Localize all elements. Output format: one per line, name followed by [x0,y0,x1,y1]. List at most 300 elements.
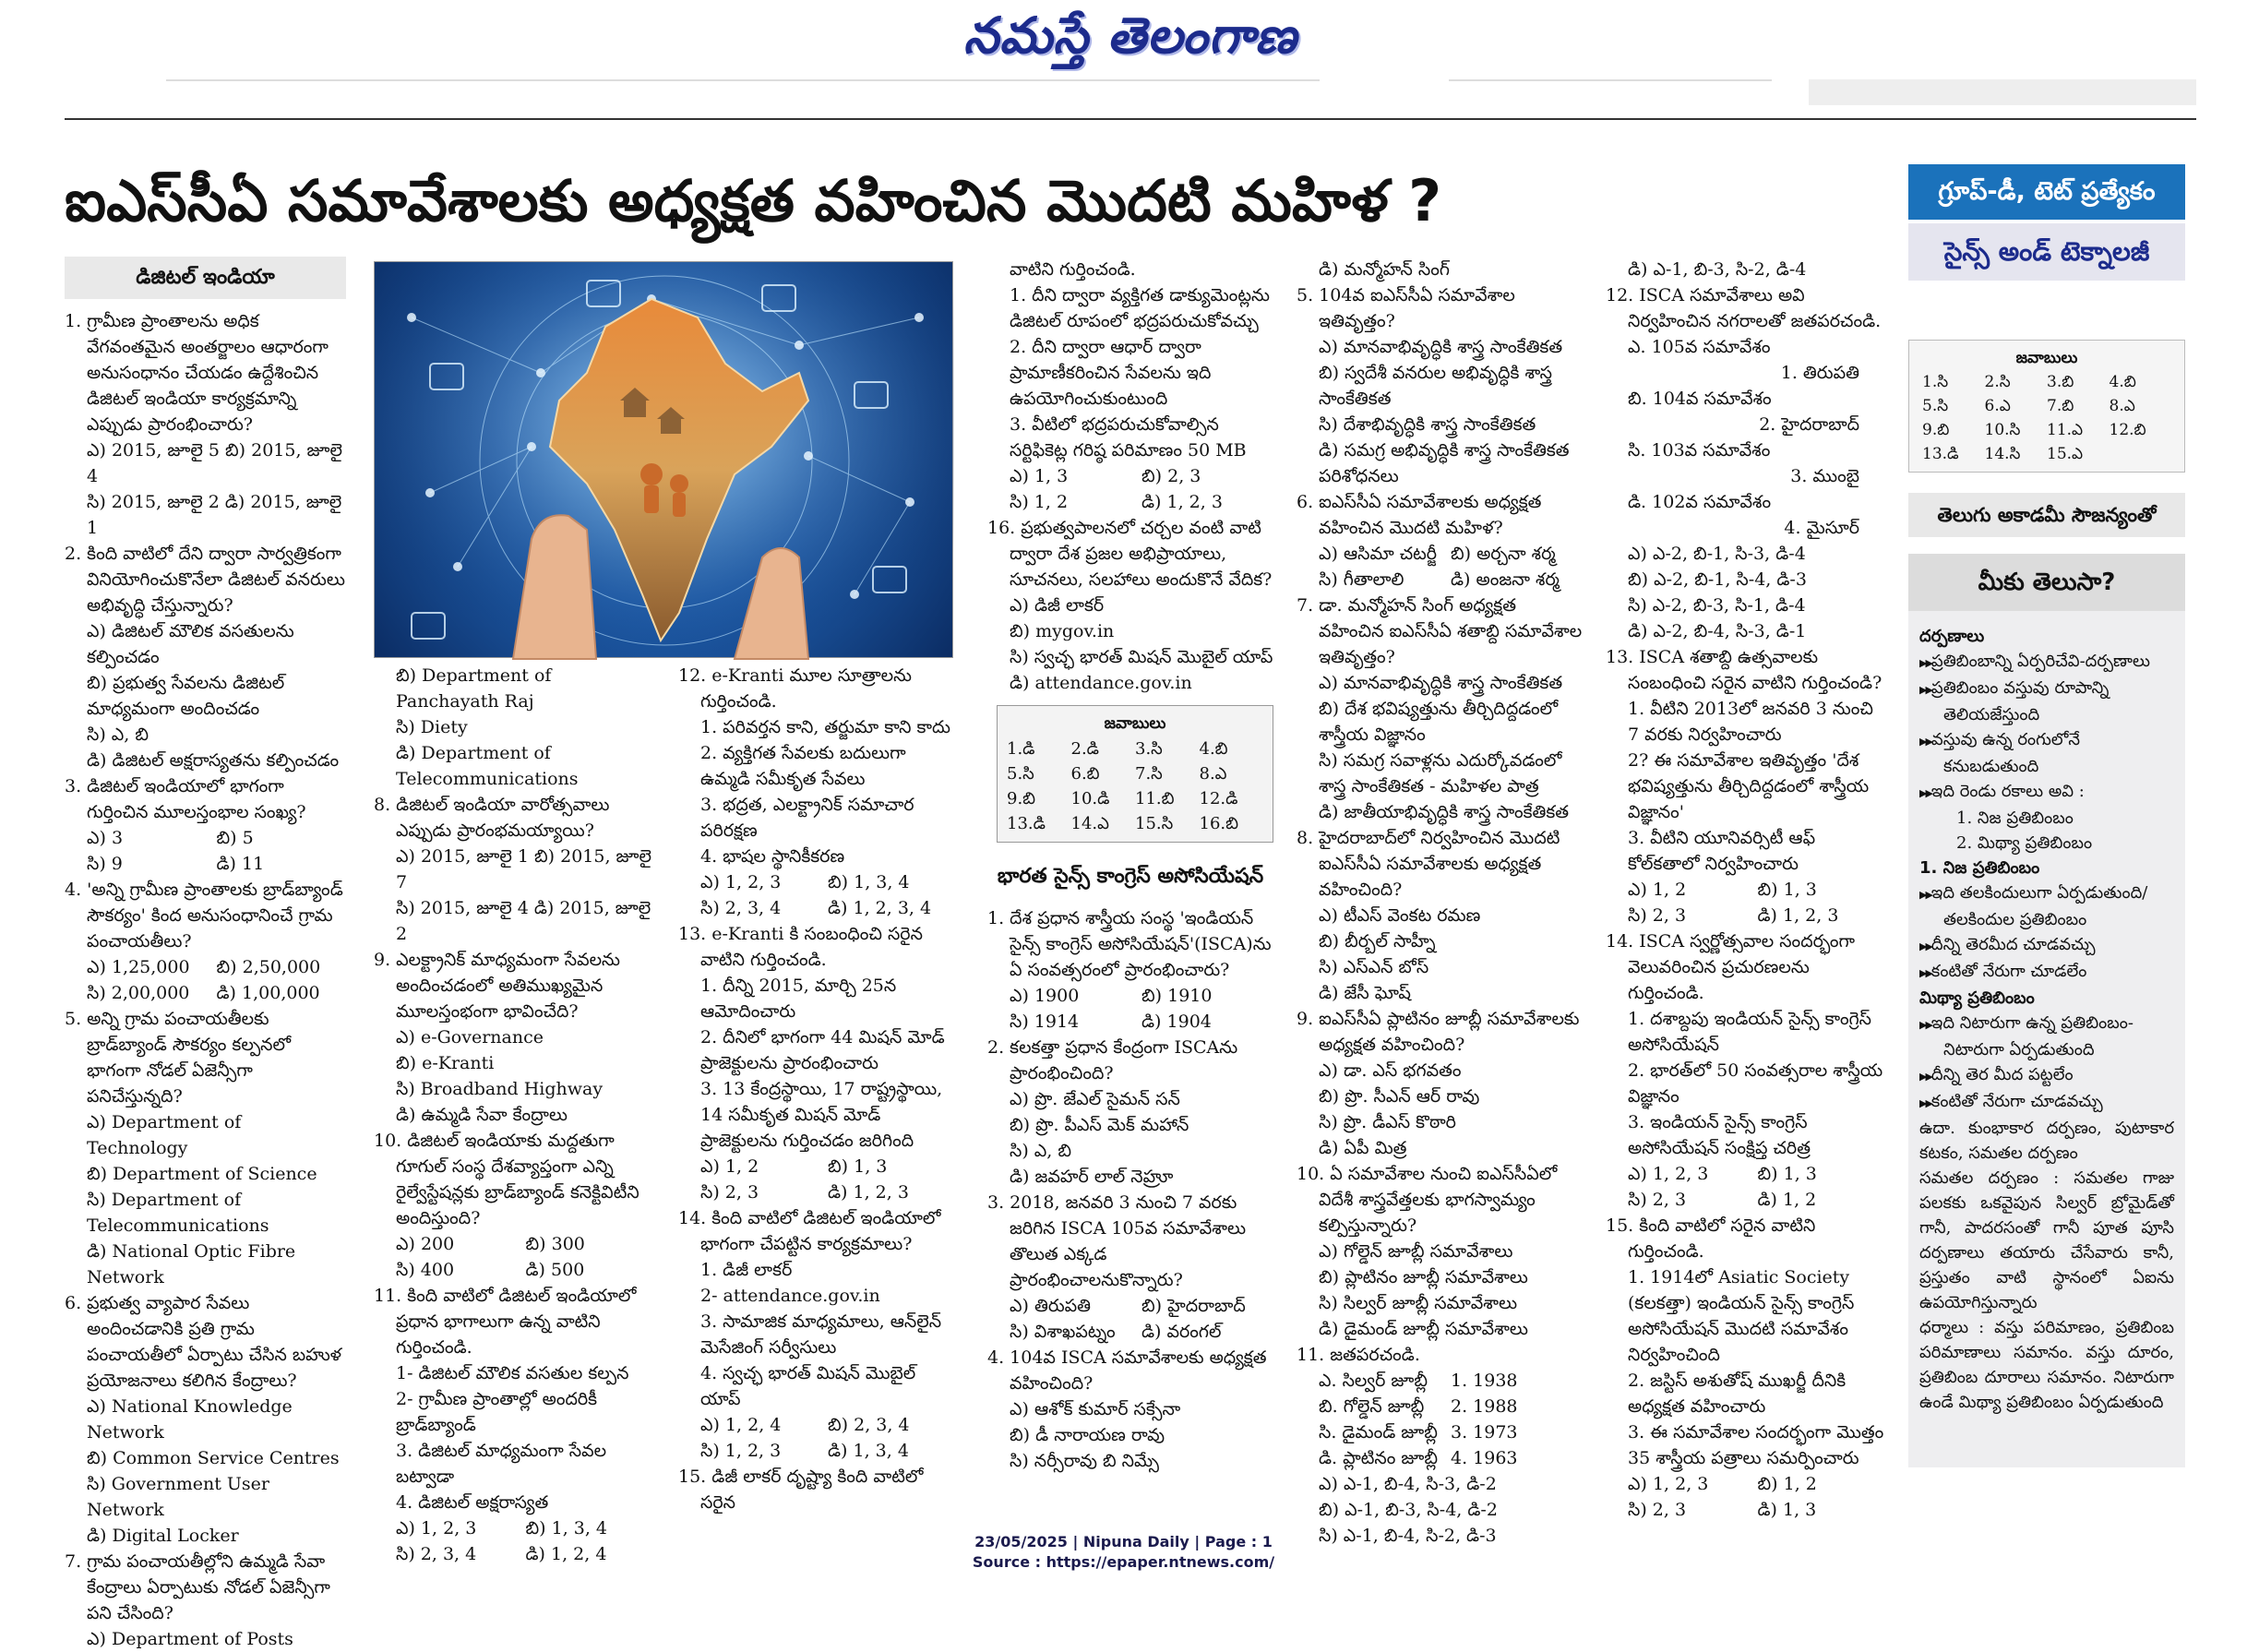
option-text: బి) 2, 3 [1141,466,1201,486]
option-text: 1. పరివర్తన కాని, తర్జుమా కాని కాదు [700,717,950,737]
option-text: 4. 1963 [1451,1448,1518,1468]
answer-item: 8.ఎ [2109,397,2135,415]
option-text: బి) 5 [216,828,254,848]
fact-text: ▶▶ వస్తువు ఉన్న రంగులోనే కనుబడుతుంది [1919,727,2174,779]
option-row [987,1293,1273,1319]
option-text: డి) 1, 2, 3 [828,1182,909,1203]
column-digital-india-2 [374,663,655,1567]
option-row [678,1179,955,1205]
question-text: 4. 'అన్ని గ్రామీణ ప్రాంతాలకు బ్రాడ్‌బ్యాండ్ సౌకర్యం' కింద అనుసంధానించే గ్రామ పంచాయతీలు? [65,880,343,952]
option-text: సి) ఎ, బి [1010,1141,1072,1161]
masthead-divider [1449,79,1772,81]
option-text: డి) మన్మోహన్ సింగ్ [1319,259,1450,280]
question-text: 2. కలకత్తా ప్రధాన కేంద్రంగా ISCAను ప్రారంభించింది? [987,1037,1238,1083]
option-row [678,1154,955,1179]
option-text: బి) 1910 [1141,986,1213,1006]
option-text: సి. డైమండ్ జూబ్లీ [1319,1422,1438,1443]
subject-tag: సైన్స్ అండ్ టెక్నాలజీ [1908,223,2185,281]
option-text: సి) నర్సీరావు బి నిమ్సే [1010,1451,1159,1471]
section-tag: గ్రూప్-డీ, టెట్ ప్రత్యేకం [1908,164,2185,220]
option-text: సి) 2, 3 [1628,905,1687,926]
option-text: ఎ) తిరుపతి [1010,1296,1092,1316]
answer-item: 4.బి [1199,739,1228,759]
option-text: 2. వ్యక్తిగత సేవలకు బదులుగా ఉమ్మడి సమీకృత సేవలు [700,743,906,789]
option-text: ఎ. సిల్వర్ జూబ్లీ [1319,1371,1428,1391]
option-text: 1. తిరుపతి [1780,363,1859,383]
masthead-box [1809,79,2196,105]
option-text: బి) 1, 3 [828,1156,888,1177]
question-text: 4. 104వ ISCA సమావేశాలకు అధ్యక్షత వహించింది? [987,1347,1267,1394]
option-text: 3. సామాజిక మాధ్యమాలు, ఆన్‌లైన్ మెసేజింగ్ సర్వీసులు [700,1311,942,1358]
option-text: బి. 104వ సమావేశం [1628,389,1772,409]
option-text: ఎ) ఎ-1, బి-4, సి-3, డి-2 [1319,1474,1497,1494]
question-text: 6. ఐఎస్‌సీఏ సమావేశాలకు అధ్యక్షత వహించిన మొదటి మహిళ? [1297,492,1542,538]
answer-item: 15.ఎ [2047,445,2084,463]
option-text: బి) 1, 2 [1757,1474,1817,1494]
question-text: 5. 104వ ఐఎస్‌సీఏ సమావేశాల ఇతివృత్తం? [1297,285,1515,331]
option-text: బి) 1, 3, 4 [828,872,910,892]
question-text: 13. e-Kranti కి సంబంధించి సరైన వాటిని గుర్తించండి. [678,924,923,970]
option-text: ఎ) 2015, జూలై 5 బి) 2015, జూలై 4 [87,440,342,486]
option-text: సి) 9 [87,854,123,874]
option-text: 2. హైదరాబాద్ [1759,414,1859,435]
footer-date-line: 23/05/2025 | Nipuna Daily | Page : 1 [974,1533,1273,1550]
fact-text: 1. నిజ ప్రతిబింబం [1956,808,2074,828]
option-text: సి) విశాఖపట్నం [1010,1322,1116,1342]
option-text: బి) 1, 3 [1757,1164,1817,1184]
option-text: ఎ) 1, 2, 3 [396,1518,477,1538]
option-text: బి) Department of Science [87,1164,317,1184]
fact-text: ▶▶ ప్రతిబింబం వస్తువు రూపాన్ని తెలియజేస్తుంది [1919,676,2174,727]
digital-india-illustration [374,261,953,658]
option-text: ఎ) 1, 2 [700,1156,759,1177]
option-row [1606,877,1887,903]
question-text: 8. హైదరాబాద్‌లో నిర్వహించిన మొదటి ఐఎస్‌సీఏ సమావేశాలకు అధ్యక్షత వహించింది? [1297,828,1560,900]
did-you-know-title: మీకు తెలుసా? [1908,554,2185,611]
option-text: సి) Government User Network [87,1474,269,1520]
option-text: 1. దశాబ్దపు ఇండియన్ సైన్స్ కాంగ్రెస్ అసోసియేషన్ [1628,1009,1871,1055]
option-text: సి. 103వ సమావేశం [1628,440,1771,461]
option-text: డి) 1, 2 [1757,1190,1817,1210]
page-headline: ఐఎస్‌సీఏ సమావేశాలకు అధ్యక్షత వహించిన మొదటి మహిళ ? [65,167,1442,234]
option-text: డి) ఉమ్మడి సేవా కేంద్రాలు [396,1105,568,1125]
option-row [1606,903,1887,928]
answers-box [997,705,1273,843]
option-text: బి. గోల్డెన్ జూబ్లీ [1319,1396,1425,1417]
masthead-divider [166,79,1320,81]
option-text: 2. భారత్‌లో 50 సంవత్సరాల శాస్త్రీయ విజ్ఞానం [1628,1060,1883,1107]
option-text: డి) జాతీయాభివృద్ధికి శాస్త్ర సాంకేతికత [1319,802,1570,822]
option-text: 3. ముంబై [1790,466,1859,486]
option-text: బి) ప్రొ. సీఎన్ ఆర్ రావు [1319,1086,1480,1107]
question-text: 3. 2018, జనవరి 3 నుంచి 7 వరకు జరిగిన ISCA 105వ సమావేశాలు తొలుత ఎక్కడ ప్రారంభించాలనుకొన్నారు? [987,1192,1247,1290]
top-rule [65,118,2196,120]
question-text: 11. కింది వాటిలో డిజిటల్ ఇండియాలో ప్రధాన భాగాలుగా ఉన్న వాటిని గుర్తించండి. [374,1286,637,1358]
fact-text: ▶▶ ఇది నిటారుగా ఉన్న ప్రతిబింబం- నిటారుగా ఏర్పడుతుంది [1919,1011,2174,1062]
option-text: డి) 11 [216,854,265,874]
option-text: ఎ) 1, 2 [1628,880,1687,900]
option-text: డి) ఎ-2, బి-4, సి-3, డి-1 [1628,621,1807,641]
fact-heading: 1. నిజ ప్రతిబింబం [1919,858,2040,878]
question-text: 10. డిజిటల్ ఇండియాకు మద్దతుగా గూగుల్ సంస్థ దేశవ్యాప్తంగా ఎన్ని రైల్వేస్టేషన్లకు బ్రాడ్‌బ్యాండ్ కనెక్టివిటీని అందిస్తుంది? [374,1131,639,1228]
question-text: 12. e-Kranti మూల సూత్రాలను గుర్తించండి. [678,665,912,712]
option-text: 2. దీనిలో భాగంగా 44 మిషన్ మోడ్ ప్రాజెక్టులను ప్రారంభించారు [700,1027,945,1073]
option-text: 3. ఇండియన్ సైన్స్ కాంగ్రెస్ అసోసియేషన్ సంక్షిప్త చరిత్ర [1628,1112,1811,1158]
option-text: డి) అంజనా శర్మ [1451,569,1560,590]
option-text: ఎ) ఎ-2, బి-1, సి-3, డి-4 [1628,544,1806,564]
page-footer [0,1532,2247,1573]
option-text: బి) 2,50,000 [216,957,321,977]
option-text: 3. భద్రత, ఎలక్ట్రానిక్ సమాచార పరిరక్షణ [700,795,914,841]
option-row [1297,1445,1583,1471]
option-text: సి) Broadband Highway [396,1079,604,1099]
option-text: ఎ) టీఎస్ వెంకట రమణ [1319,905,1481,926]
option-text: సి) గీతాలాలి [1319,569,1404,590]
option-row [65,980,346,1006]
option-text: 2- attendance.gov.in [700,1286,880,1306]
fact-text: ▶▶ దీన్ని తెర మీద పట్టలేం [1919,1062,2174,1089]
fact-text: ▶▶ కంటితో నేరుగా చూడలేం [1919,959,2174,986]
option-text: 4. భాషల స్థానికీకరణ [700,846,845,867]
option-row [1606,1187,1887,1213]
option-text: ఎ) ఆశోక్ కుమార్ సక్సేనా [1010,1399,1181,1419]
question-text: 13. ISCA శతాబ్ది ఉత్సవాలకు సంబంధించి సరైన వాటిని గుర్తించండి? [1606,647,1882,693]
option-text: 1. దీన్ని 2015, మార్చి 25న ఆమోదించారు [700,976,897,1022]
option-text: సి) Diety [396,717,468,737]
option-row [65,851,346,877]
option-text: ఎ) డిజీ లాకర్ [1010,595,1105,616]
answer-item: 3.బి [2047,373,2074,391]
answer-item: 1.డి [1007,739,1035,759]
option-text: సి) స్వచ్ఛ భారత్ మిషన్ మొబైల్ యాప్ [1010,647,1273,667]
answer-item: 10.సి [1984,421,2021,439]
sidebar [1908,340,2185,1467]
answers-title: జవాబులు [1104,714,1166,733]
option-text: సి) 1, 2 [1010,492,1069,512]
fact-text: సమతల దర్పణం : సమతల గాజు పలకకు ఒకవైపున సిల్వర్ బ్రోమైడ్‌తో గానీ, పాదరసంతో గానీ పూత పూసి దర్పణాలు తయారు చేసేవారు కానీ, ప్రస్తుతం వాటి స్థానంలో ఏఐను ఉపయోగిస్తున్నారు [1919,1168,2174,1312]
option-text: డి. 102వ సమావేశం [1628,492,1772,512]
option-text: సి) 2, 3 [1628,1500,1687,1520]
option-text: 4. డిజిటల్ అక్షరాస్యత [396,1492,549,1513]
option-row [678,1438,955,1464]
option-text: బి) ప్రభుత్వ సేవలను డిజిటల్ మాధ్యమంగా అందించడం [87,673,285,719]
answer-item: 5.సి [1007,764,1034,784]
answer-item: 9.బి [1007,789,1036,808]
section-heading: భారత సైన్స్ కాంగ్రెస్ అసోసియేషన్ [997,865,1264,888]
option-row [987,1319,1273,1345]
option-text: వాటిని గుర్తించండి. [1010,259,1136,280]
option-text: బి) డీ నారాయణ రావు [1010,1425,1165,1445]
option-text: ఎ) 1,25,000 [87,957,190,977]
option-row [678,1412,955,1438]
option-text: ఎ) Department of Technology [87,1112,242,1158]
answer-item: 2.డి [1070,739,1099,759]
courtesy-band: తెలుగు అకాడమీ సౌజన్యంతో [1908,493,2185,537]
option-text: ఎ) ప్రొ. జేఎల్ సైమన్ సన్ [1010,1089,1180,1109]
option-text: ఎ) 1, 2, 3 [700,872,782,892]
question-text: 3. డిజిటల్ ఇండియాలో భాగంగా గుర్తించిన మూలస్తంభాల సంఖ్య? [65,776,306,822]
answer-item: 7.బి [2047,397,2074,415]
option-text: సి) 2, 3 [700,1182,759,1203]
option-row [678,869,955,895]
fact-heading: దర్పణాలు [1919,627,1985,646]
option-text: 1. డిజీ లాకర్ [700,1260,793,1280]
answer-item: 15.సి [1135,814,1174,833]
option-text: డి) 1, 2, 3 [1757,905,1839,926]
option-text: డి) 1904 [1141,1012,1212,1032]
option-text: సి) Department of Telecommunications [87,1190,269,1236]
option-text: బి) 2, 3, 4 [828,1415,910,1435]
option-text: సి) ఎ, బి [87,724,149,745]
option-text: సి) ఎస్ఎన్ బోస్ [1319,957,1429,977]
option-text: బి) దేశ భవిష్యత్తును తీర్చిదిద్దడంలో శాస్త్రీయ విజ్ఞానం [1319,699,1559,745]
section-heading: డిజిటల్ ఇండియా [65,257,346,299]
question-text: 7. డా. మన్మోహన్ సింగ్ అధ్యక్షత వహించిన ఐఎస్‌సీఏ శతాబ్ది సమావేశాల ఇతివృత్తం? [1297,595,1583,667]
answer-item: 16.బి [1199,814,1239,833]
fact-text: ధర్మాలు : వస్తు పరిమాణం, ప్రతిబింబ పరిమాణాలు సమానం. వస్తు దూరం, ప్రతిబింబ దూరాలు సమానం. నిటారుగా ఉండే మిథ్యా ప్రతిబింబం ఏర్పడుతుంది [1919,1318,2174,1412]
option-text: డి) వరంగల్ [1141,1322,1222,1342]
option-text: డి) 1, 3 [1757,1500,1817,1520]
option-text: 2. జస్టిస్ అశుతోష్ ముఖర్జీ దీనికి అధ్యక్షత వహించారు [1628,1371,1847,1417]
option-text: డి) 500 [525,1260,585,1280]
footer-source-line: Source : https://epaper.ntnews.com/ [972,1553,1275,1571]
option-text: ఎ) 1, 2, 3 [1628,1474,1709,1494]
answer-item: 2.సి [1984,373,2011,391]
option-row [987,1009,1273,1035]
question-text: 2. కింది వాటిలో దేని ద్వారా సార్వత్రికంగా వినియోగించుకొనేలా డిజిటల్ వనరులు అభివృద్ధి చేస్తున్నారు? [65,544,345,616]
option-text: బి) Department of Panchayath Raj [396,665,552,712]
option-text: ఎ) 1900 [1010,986,1080,1006]
option-text: డి) జేసీ ఘోష్ [1319,983,1411,1003]
question-text: 5. అన్ని గ్రామ పంచాయతీలకు బ్రాడ్‌బ్యాండ్ సౌకర్యం కల్పనలో భాగంగా నోడల్ ఏజెన్సీగా పనిచేస్తున్నది? [65,1009,292,1107]
option-row [1297,567,1583,593]
answer-item: 13.డి [1007,814,1046,833]
option-text: డి) ఎ-1, బి-3, సి-2, డి-4 [1628,259,1807,280]
sidebar-answers-box [1908,340,2185,473]
option-text: 4. స్వచ్ఛ భారత్ మిషన్ మొబైల్ యాప్ [700,1363,916,1409]
option-text: డి) డైమండ్ జూబ్లీ సమావేశాలు [1319,1319,1528,1339]
option-text: బి) హైదరాబాద్ [1141,1296,1246,1316]
fact-text: 2. మిథ్యా ప్రతిబింబం [1956,833,2093,853]
option-text: సి) 1914 [1010,1012,1080,1032]
option-text: సి) 2015, జూలై 4 డి) 2015, జూలై 2 [396,898,651,944]
answer-item: 6.బి [1070,764,1100,784]
answer-item: 12.డి [1199,789,1238,808]
option-row [1606,1497,1887,1523]
did-you-know-box [1908,554,2185,1467]
option-text: 1. 1938 [1451,1371,1518,1391]
option-text: డి) జవహర్ లాల్ నెహ్రూ [1010,1167,1174,1187]
option-text: 2. దీని ద్వారా ఆధార్ ద్వారా ప్రామాణీకరించిన సేవలను ఇది ఉపయోగించుకుంటుంది [1010,337,1212,409]
answer-item: 1.సి [1922,373,1949,391]
fact-text: ▶▶ ప్రతిబింబాన్ని ఏర్పరిచేవి-దర్పణాలు [1919,649,2174,676]
option-text: బి) Common Service Centres [87,1448,340,1468]
fact-heading: మిథ్యా ప్రతిబింబం [1919,988,2035,1008]
fact-text: ▶▶ కంటితో నేరుగా చూడవచ్చు [1919,1089,2174,1116]
option-row [65,954,346,980]
question-text: 15. కింది వాటిలో సరైన వాటిని గుర్తించండి. [1606,1215,1816,1262]
option-text: డి) సమగ్ర అభివృద్ధికి శాస్త్ర సాంకేతికత పరిశోధనలు [1319,440,1570,486]
option-text: బి) ప్లాటినం జూబ్లీ సమావేశాలు [1319,1267,1528,1287]
column-isca-3 [1606,257,1887,1523]
option-text: బి) e-Kranti [396,1053,495,1073]
option-text: డి) 1,00,000 [216,983,320,1003]
question-text: 12. ISCA సమావేశాలు అవి నిర్వహించిన నగరాలతో జతపరచండి. [1606,285,1882,331]
question-text: 11. జతపరచండి. [1297,1345,1420,1365]
option-row [65,825,346,851]
option-text: సి) 400 [396,1260,455,1280]
option-row [678,895,955,921]
fact-text: ▶▶ ఇది తలకిందులుగా ఏర్పడుతుంది/ తలకిందుల ప్రతిబింబం [1919,880,2174,932]
option-text: బి) ప్రొ. పీఎస్ మెక్ మహాన్ [1010,1115,1189,1135]
column-digilocker-isca [987,257,1273,1474]
option-text: సి) ప్రొ. డీఎస్ కొఠారి [1319,1112,1456,1132]
question-text: 15. డిజీ లాకర్ దృష్ట్యా కింది వాటిలో సరైన [678,1466,924,1513]
answer-item: 5.సి [1922,397,1949,415]
option-text: ఎ) మానవాభివృద్ధికి శాస్త్ర సాంకేతికత [1319,673,1563,693]
option-text: ఎ) 200 [396,1234,455,1254]
option-text: సి) 2, 3, 4 [700,898,782,918]
option-text: 3. 13 కేంద్రస్థాయి, 17 రాష్ట్రస్థాయి, 14 సమీకృత మిషన్ మోడ్ ప్రాజెక్టులను గుర్తించడం జరిగింది [700,1079,943,1151]
option-text: సి) 2, 3, 4 [396,1544,477,1564]
option-text: సి) 2015, జూలై 2 డి) 2015, జూలై 1 [87,492,342,538]
option-text: ఎ. 105వ సమావేశం [1628,337,1771,357]
option-text: డి) attendance.gov.in [1010,673,1192,693]
answer-item: 4.బి [2109,373,2136,391]
option-row [987,489,1273,515]
option-row [374,1231,655,1257]
option-text: 2- గ్రామీణ ప్రాంతాల్లో అందరికీ బ్రాడ్‌బ్యాండ్ [396,1389,598,1435]
fact-text: ▶▶ దీన్ని తెరమీద చూడవచ్చు [1919,932,2174,959]
option-text: బి) బీర్బల్ సాహ్నీ [1319,931,1436,952]
option-text: ఎ) డిజిటల్ మౌలిక వసతులను కల్పించడం [87,621,294,667]
option-text: 2. 1988 [1451,1396,1518,1417]
option-text: 3. వీటిని యూనివర్సిటీ ఆఫ్ కోల్‌కతాలో నిర్వహించారు [1628,828,1816,874]
option-text: డి) National Optic Fibre Network [87,1241,296,1287]
option-text: డి) Department of Telecommunications [396,743,579,789]
option-row [987,463,1273,489]
option-text: ఎ) 1, 3 [1010,466,1069,486]
column-digital-india-1 [65,257,346,1652]
option-text: బి) 1, 3, 4 [525,1518,608,1538]
option-text: బి) అర్చనా శర్మ [1451,544,1556,564]
answer-item: 6.ఎ [1984,397,2011,415]
option-text: సి) 2, 3 [1628,1190,1687,1210]
question-text: 14. ISCA స్వర్ణోత్సవాల సందర్భంగా వెలువరించిన ప్రచురణలను గుర్తించండి. [1606,931,1855,1003]
answer-item: 13.డి [1922,445,1959,463]
fact-text: ఉదా. కుంభాకార దర్పణం, పుటాకార కటకం, సమతల దర్పణం [1919,1119,2174,1163]
answer-item: 10.డి [1070,789,1110,808]
option-text: ఎ) Department of Posts [87,1629,293,1649]
option-text: సి) 1, 2, 3 [700,1441,782,1461]
option-text: 2? ఈ సమావేశాల ఇతివృత్తం 'దేశ భవిష్యత్తును తీర్చిదిద్దడంలో శాస్త్రీయ విజ్ఞానం' [1628,750,1870,822]
answers-title: జవాబులు [2015,349,2078,367]
answers-grid [1922,370,2171,466]
option-text: డి) 1, 2, 3, 4 [828,898,932,918]
option-row [1297,1419,1583,1445]
option-text: డి) 1, 2, 4 [525,1544,607,1564]
option-text: ఎ) 2015, జూలై 1 బి) 2015, జూలై 7 [396,846,651,892]
option-text: ఎ) 1, 2, 4 [700,1415,782,1435]
answer-item: 14.సి [1984,445,2021,463]
question-text: 16. ప్రభుత్వపాలనలో చర్చల వంటి వాటి ద్వారా దేశ ప్రజల అభిప్రాయాలు, సూచనలు, సలహాలు అందుకొనే వేదిక? [987,518,1273,590]
answer-item: 7.సి [1135,764,1163,784]
option-row [374,1257,655,1283]
question-text: 9. ఐఎస్‌సీఏ ప్లాటినం జూబ్లీ సమావేశాలకు అధ్యక్షత వహించింది? [1297,1009,1580,1055]
option-text: సి) ఎ-2, బి-3, సి-1, డి-4 [1628,595,1806,616]
option-text: డి. ప్లాటినం జూబ్లీ [1319,1448,1439,1468]
option-text: డి) 1, 2, 3 [1141,492,1223,512]
option-text: సి) సమగ్ర సవాళ్లను ఎదుర్కోవడంలో శాస్త్ర సాంకేతికత - మహిళల పాత్ర [1319,750,1562,796]
answer-item: 9.బి [1922,421,1950,439]
option-text: సి) 2,00,000 [87,983,190,1003]
option-text: డి) Digital Locker [87,1526,239,1546]
option-text: ఎ) 1, 2, 3 [1628,1164,1709,1184]
newspaper-logo: నమస్తే తెలంగాణ [963,6,1297,65]
option-text: 4. మైసూర్ [1784,518,1859,538]
option-text: బి) స్వదేశీ వనరుల అభివృద్ధికి శాస్త్ర సాంకేతికత [1319,363,1553,409]
question-text: 8. డిజిటల్ ఇండియా వారోత్సవాలు ఎప్పుడు ప్రారంభమయ్యాయి? [374,795,610,841]
option-text: 1- డిజిటల్ మౌలిక వసతుల కల్పన [396,1363,629,1383]
option-row [1297,541,1583,567]
option-row [1606,1161,1887,1187]
option-text: డి) డిజిటల్ అక్షరాస్యతను కల్పించడం [87,750,340,771]
question-text: 1. గ్రామీణ ప్రాంతాలను అధిక వేగవంతమైన అంతర్జాలం ఆధారంగా అనుసంధానం చేయడం ఉద్దేశించిన డిజిటల్ ఇండియా కార్యక్రమాన్ని ఎప్పుడు ప్రారంభించారు? [65,311,329,435]
option-text: బి) 1, 3 [1757,880,1817,900]
option-text: 1. వీటిని 2013లో జనవరి 3 నుంచి 7 వరకు నిర్వహించారు [1628,699,1873,745]
answers-grid [1007,736,1263,836]
option-text: 1. దీని ద్వారా వ్యక్తిగత డాక్యుమెంట్లను డిజిటల్ రూపంలో భద్రపరుచుకోవచ్చు [1010,285,1270,331]
question-text: 6. ప్రభుత్వ వ్యాపార సేవలు అందించడానికి ప్రతి గ్రామ పంచాయతీలో ఏర్పాటు చేసిన బహుళ ప్రయోజనాలు కలిగిన కేంద్రాలు? [65,1293,342,1391]
fact-text: ▶▶ ఇది రెండు రకాలు అవి : [1919,779,2174,806]
column-digital-india-3 [678,663,955,1515]
option-text: బి) 300 [525,1234,585,1254]
option-row [987,983,1273,1009]
option-text: బి) ఎ-1, బి-3, సి-4, డి-2 [1319,1500,1498,1520]
option-row [1297,1368,1583,1394]
answer-item: 11.ఎ [2047,421,2084,439]
column-isca-2 [1297,257,1583,1549]
option-text: డి) 1, 3, 4 [828,1441,909,1461]
option-text: ఎ) ఆసిమా చటర్జీ [1319,544,1438,564]
answer-item: 14.ఎ [1070,814,1109,833]
india-map-network-image [375,262,954,659]
question-text: 10. ఏ సమావేశాల నుంచి ఐఎస్‌సీఏలో విదేశీ శాస్త్రవేత్తలకు భాగస్వామ్యం కల్పిస్తున్నారు? [1297,1164,1558,1236]
answer-item: 3.సి [1135,739,1163,759]
answer-item: 8.ఎ [1199,764,1227,784]
question-text: 7. గ్రామ పంచాయతీల్లోని ఉమ్మడి సేవా కేంద్రాలు ఏర్పాటుకు నోడల్ ఏజెన్సీగా పని చేసింది? [65,1551,330,1623]
option-text: ఎ) National Knowledge Network [87,1396,293,1443]
option-text: ఎ) డా. ఎస్ భగవతం [1319,1060,1462,1081]
option-text: ఎ) e-Governance [396,1027,544,1047]
option-row [1606,1471,1887,1497]
answer-item: 11.బి [1135,789,1175,808]
answer-item: 12.బి [2109,421,2146,439]
option-text: 3. ఈ సమావేశాల సందర్భంగా మొత్తం 35 శాస్త్రీయ పత్రాలు సమర్పించారు [1628,1422,1884,1468]
option-text: 3. వీటిలో భద్రపరుచుకోవాల్సిన సర్టిఫికెట్ల గరిష్ఠ పరిమాణం 50 MB [1010,414,1247,461]
option-text: ఎ) 3 [87,828,124,848]
option-text: సి) సిల్వర్ జూబ్లీ సమావేశాలు [1319,1293,1518,1313]
option-text: సి) దేశాభివృద్ధికి శాస్త్ర సాంకేతికత [1319,414,1536,435]
question-text: 9. ఎలక్ట్రానిక్ మాధ్యమంగా సేవలను అందించడంలో అతిముఖ్యమైన మూలస్తంభంగా భావించేది? [374,950,620,1022]
question-text: 1. దేశ ప్రధాన శాస్త్రీయ సంస్థ 'ఇండియన్ సైన్స్ కాంగ్రెస్ అసోసియేషన్'(ISCA)ను ఏ సంవత్సరంలో ప్రారంభించారు? [987,908,1272,980]
masthead [0,0,2247,88]
option-text: బి) mygov.in [1010,621,1115,641]
option-text: 3. డిజిటల్ మాధ్యమంగా సేవల బట్వాడా [396,1441,607,1487]
option-text: బి) ఎ-2, బి-1, సి-4, డి-3 [1628,569,1807,590]
option-text: 3. 1973 [1451,1422,1518,1443]
option-text: సి) ఎ-1, బి-4, సి-2, డి-3 [1319,1526,1497,1546]
